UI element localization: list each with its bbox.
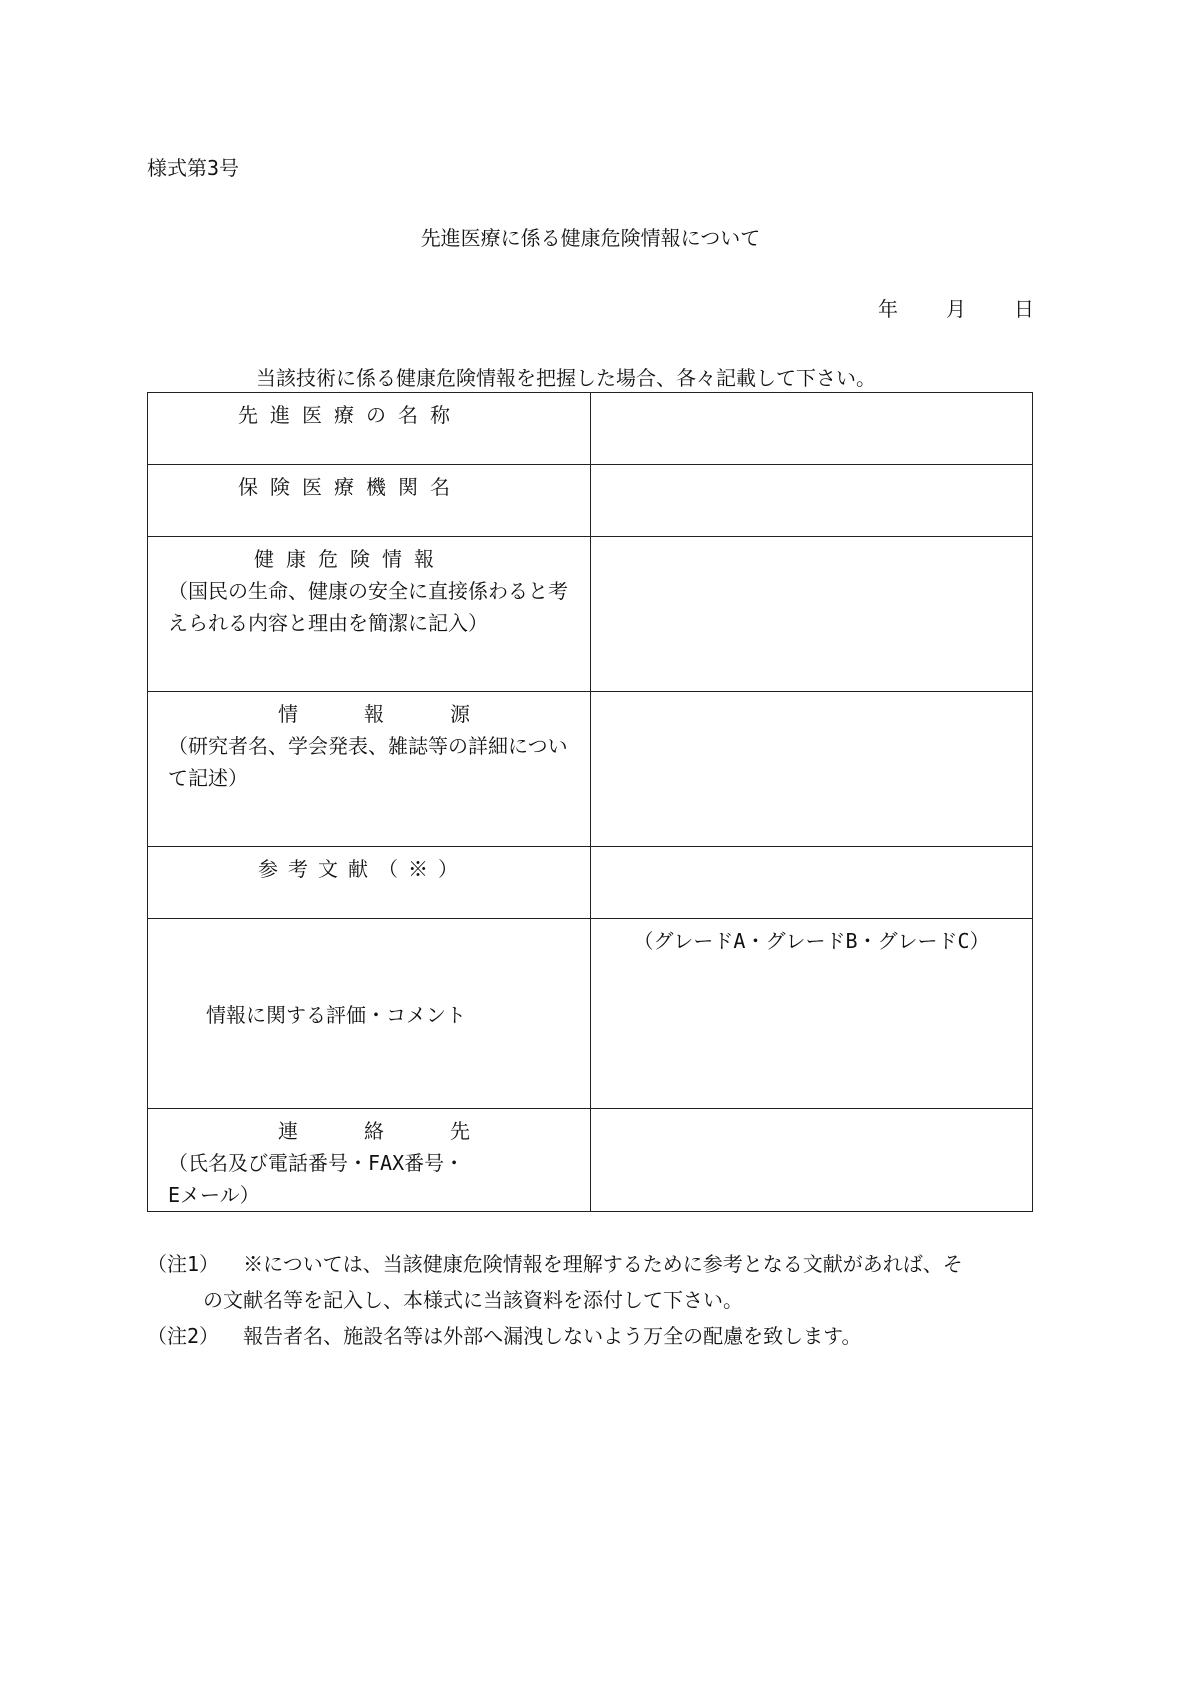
label-cell xyxy=(148,537,591,692)
row-label-advanced-medical-name: 先進医療の名称 xyxy=(238,403,462,427)
form-number: 様式第3号 xyxy=(147,156,240,180)
row-label-institution-name: 保険医療機関名 xyxy=(238,475,462,499)
label-cell xyxy=(148,919,591,1109)
label-cell xyxy=(148,692,591,847)
row-label-contact: 連 絡 先 xyxy=(278,1119,470,1143)
note-1: （注1） ※については、当該健康危険情報を理解するために参考となる文献があれば、そ xyxy=(147,1252,963,1276)
health-risk-info-field[interactable] xyxy=(591,537,1033,692)
notes xyxy=(147,1246,963,1354)
label-cell xyxy=(148,465,591,537)
table-row xyxy=(148,465,1033,537)
table-row xyxy=(148,537,1033,692)
grade-options: （グレードA・グレードB・グレードC） xyxy=(633,929,990,953)
row-sub-info-source: （研究者名、学会発表、雑誌等の詳細について記述） xyxy=(168,734,568,790)
row-sub-health-risk-info: （国民の生命、健康の安全に直接係わると考えられる内容と理由を簡潔に記入） xyxy=(168,579,568,635)
institution-name-field[interactable] xyxy=(591,465,1033,537)
row-label-evaluation-comment: 情報に関する評価・コメント xyxy=(206,1003,466,1027)
contact-field[interactable] xyxy=(591,1109,1033,1212)
table-row xyxy=(148,1109,1033,1212)
table-row xyxy=(148,393,1033,465)
report-form-table xyxy=(147,392,1033,1212)
info-source-field[interactable] xyxy=(591,692,1033,847)
table-row xyxy=(148,692,1033,847)
row-label-info-source: 情 報 源 xyxy=(278,702,470,726)
label-cell xyxy=(148,393,591,465)
date-month: 月 xyxy=(946,297,966,321)
date-year: 年 xyxy=(878,297,898,321)
row-label-references: 参考文献（※） xyxy=(258,857,468,881)
row-sub-contact: （氏名及び電話番号・FAX番号・Eメール） xyxy=(168,1151,465,1207)
date-line xyxy=(878,293,1034,322)
table-row xyxy=(148,919,1033,1109)
note-1-continuation: の文献名等を記入し、本様式に当該資料を添付して下さい。 xyxy=(203,1288,743,1312)
row-label-health-risk-info: 健康危険情報 xyxy=(254,547,446,571)
label-cell xyxy=(148,1109,591,1212)
table-row xyxy=(148,847,1033,919)
label-cell xyxy=(148,847,591,919)
references-field[interactable] xyxy=(591,847,1033,919)
instruction-text: 当該技術に係る健康危険情報を把握した場合、各々記載して下さい。 xyxy=(256,366,876,390)
evaluation-comment-field[interactable] xyxy=(591,919,1033,1109)
date-day: 日 xyxy=(1014,297,1034,321)
document-title: 先進医療に係る健康危険情報について xyxy=(420,226,761,250)
note-2: （注2） 報告者名、施設名等は外部へ漏洩しないよう万全の配慮を致します。 xyxy=(147,1324,862,1348)
advanced-medical-name-field[interactable] xyxy=(591,393,1033,465)
